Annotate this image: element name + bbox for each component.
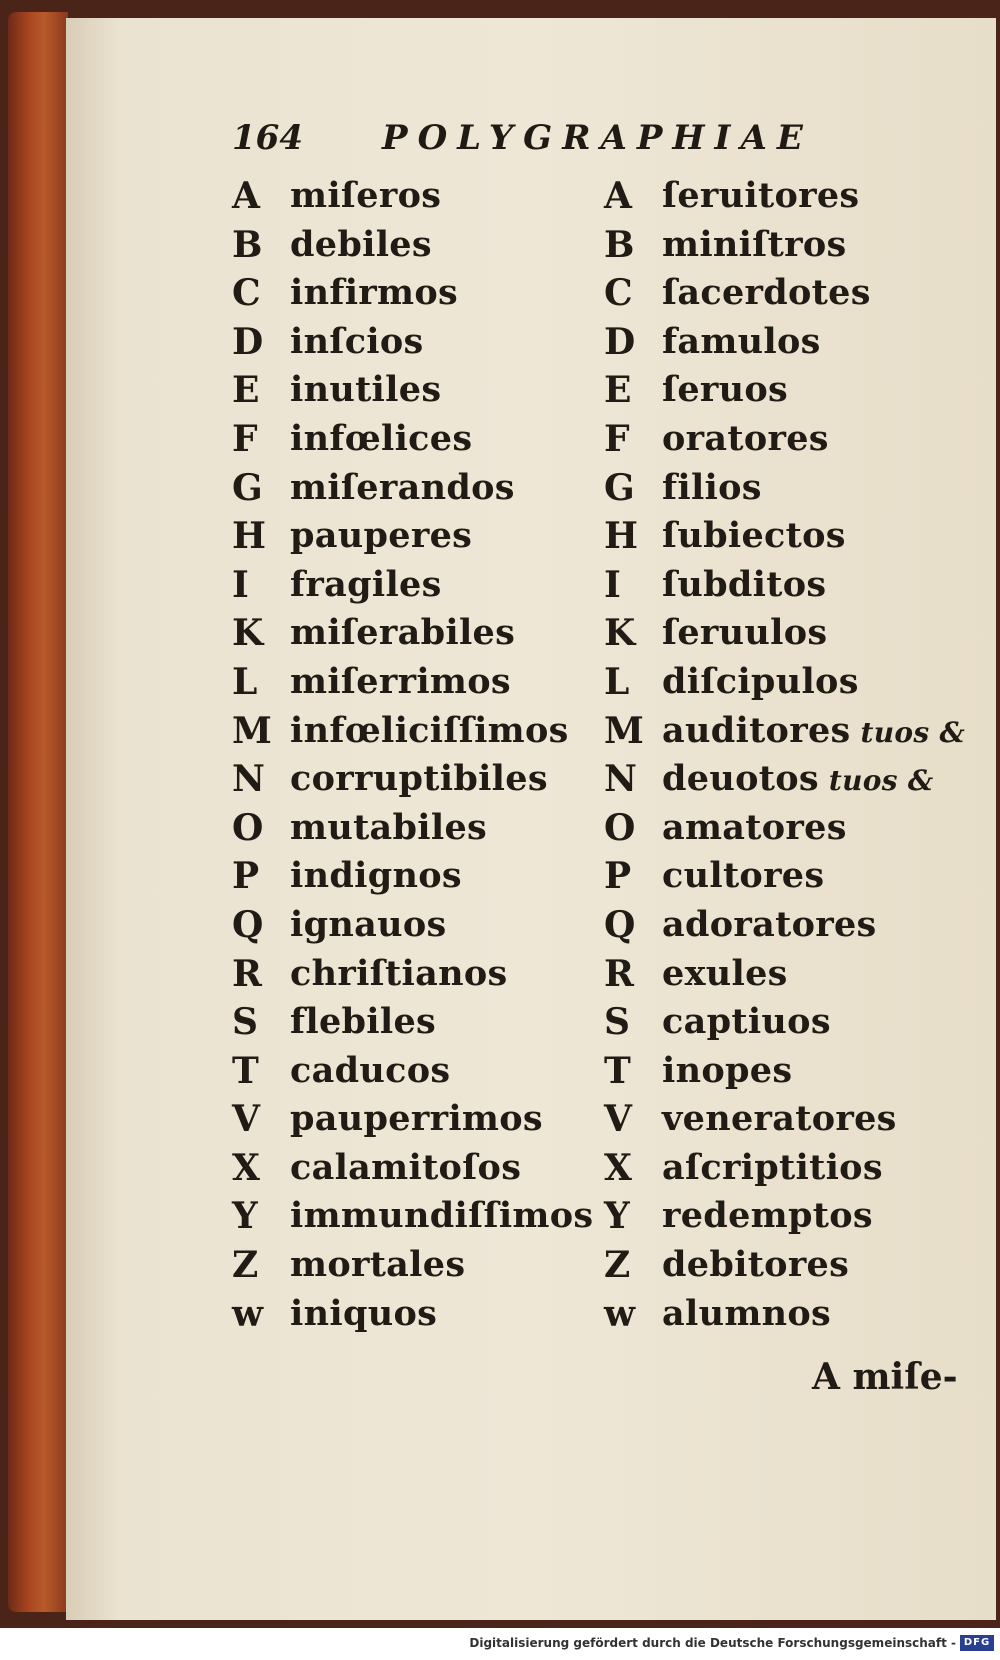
- cipher-word-text: mutabiles: [290, 806, 488, 848]
- cipher-word-text: infœliciſſimos: [290, 709, 569, 751]
- cipher-entry: [604, 804, 994, 853]
- cipher-letter: N: [604, 758, 637, 801]
- catchword: A miſe-: [812, 1356, 958, 1398]
- cipher-word: [290, 707, 569, 756]
- cipher-letter: L: [232, 660, 258, 703]
- cipher-letter: B: [604, 223, 635, 266]
- cipher-word: [662, 269, 871, 318]
- cipher-word-text: debiles: [290, 223, 432, 265]
- cipher-letter: A: [232, 175, 260, 217]
- cipher-word: [662, 804, 847, 853]
- cipher-entry: [232, 998, 632, 1047]
- cipher-word: [290, 901, 447, 950]
- cipher-entry: [604, 1241, 994, 1290]
- cipher-word-suffix: tuos &: [828, 764, 934, 798]
- cipher-letter: P: [232, 855, 260, 898]
- cipher-letter: w: [232, 1292, 263, 1335]
- cipher-word-text: ſeruulos: [662, 612, 828, 654]
- cipher-word-text: famulos: [662, 320, 821, 362]
- cipher-word-text: chriſtianos: [290, 952, 508, 994]
- cipher-entry: [604, 172, 994, 221]
- cipher-word-text: indignos: [290, 855, 462, 897]
- cipher-word: [290, 1192, 593, 1241]
- dfg-logo: DFG: [960, 1635, 994, 1651]
- cipher-word-text: diſcipulos: [662, 660, 859, 702]
- cipher-entry: [604, 415, 994, 464]
- cipher-entry: [232, 366, 632, 415]
- cipher-word: [662, 707, 965, 758]
- cipher-word-text: inutiles: [290, 369, 442, 411]
- cipher-entry: [232, 1241, 632, 1290]
- cipher-letter: V: [604, 1098, 632, 1141]
- cipher-word-text: oratores: [662, 417, 829, 459]
- cipher-entry: [232, 658, 632, 707]
- cipher-word: [662, 512, 846, 561]
- cipher-word: [662, 221, 847, 270]
- cipher-entry: [604, 1192, 994, 1241]
- cipher-letter: D: [604, 320, 636, 363]
- cipher-letter: Y: [232, 1195, 258, 1238]
- cipher-word: [290, 1290, 437, 1339]
- cipher-letter: M: [232, 709, 272, 752]
- cipher-word: [662, 561, 826, 610]
- cipher-word: [290, 609, 515, 658]
- cipher-entry: [604, 561, 994, 610]
- cipher-word-text: inſcios: [290, 320, 424, 362]
- cipher-word-text: redemptos: [662, 1195, 873, 1237]
- cipher-letter: E: [604, 369, 632, 412]
- cipher-letter: E: [232, 369, 260, 412]
- cipher-entry: [232, 755, 632, 804]
- cipher-word: [662, 1047, 792, 1096]
- cipher-letter: G: [604, 466, 635, 509]
- cipher-letter: w: [604, 1292, 635, 1335]
- cipher-word-text: amatores: [662, 806, 847, 848]
- cipher-word-text: immundiſſimos: [290, 1195, 594, 1237]
- cipher-word-text: auditores: [662, 709, 851, 751]
- cipher-letter: Q: [232, 903, 264, 946]
- cipher-word: [290, 221, 432, 270]
- cipher-word-text: pauperrimos: [290, 1098, 543, 1140]
- cipher-word: [662, 755, 933, 806]
- cipher-entry: [232, 901, 632, 950]
- cipher-word-text: captiuos: [662, 1001, 831, 1043]
- cipher-letter: M: [604, 709, 644, 752]
- cipher-letter: P: [604, 855, 632, 898]
- cipher-entry: [604, 707, 994, 756]
- cipher-word-text: ſeruos: [662, 369, 789, 411]
- cipher-word-text: ſacerdotes: [662, 272, 871, 314]
- cipher-entry: [232, 950, 632, 999]
- running-title: POLYGRAPHIAE: [382, 118, 813, 158]
- cipher-entry: [604, 269, 994, 318]
- cipher-letter: N: [232, 758, 265, 801]
- cipher-entry: [604, 512, 994, 561]
- cipher-word: [662, 1192, 873, 1241]
- cipher-word-text: mortales: [290, 1244, 466, 1286]
- cipher-word: [662, 464, 762, 513]
- digitization-footer: [0, 1628, 1000, 1660]
- cipher-entry: [604, 221, 994, 270]
- cipher-letter: C: [604, 272, 633, 315]
- cipher-letter: C: [232, 272, 261, 315]
- cipher-entry: [604, 366, 994, 415]
- cipher-letter: Q: [604, 903, 636, 946]
- cipher-word: [290, 415, 472, 464]
- cipher-word: [290, 998, 436, 1047]
- cipher-word: [662, 1095, 897, 1144]
- cipher-word: [662, 950, 788, 999]
- cipher-letter: D: [232, 320, 264, 363]
- left-cipher-column: [232, 172, 632, 1338]
- cipher-word-text: inopes: [662, 1049, 793, 1091]
- cipher-entry: [232, 707, 632, 756]
- cipher-word-text: filios: [662, 466, 762, 508]
- cipher-word-text: cultores: [662, 855, 825, 897]
- cipher-word-text: miſerandos: [290, 466, 515, 508]
- cipher-word: [662, 318, 821, 367]
- cipher-word: [290, 561, 442, 610]
- cipher-entry: [232, 1144, 632, 1193]
- cipher-word-text: corruptibiles: [290, 758, 548, 800]
- cipher-entry: [604, 755, 994, 804]
- cipher-letter: G: [232, 466, 263, 509]
- cipher-letter: H: [232, 515, 267, 558]
- cipher-word: [290, 755, 548, 804]
- cipher-entry: [232, 804, 632, 853]
- cipher-word-text: infirmos: [290, 272, 459, 314]
- cipher-entry: [232, 1192, 632, 1241]
- cipher-word: [290, 269, 458, 318]
- cipher-letter: F: [604, 417, 630, 460]
- cipher-word: [290, 852, 462, 901]
- cipher-letter: O: [232, 806, 264, 849]
- book-spine-edge: [8, 12, 68, 1612]
- cipher-entry: [604, 901, 994, 950]
- cipher-entry: [604, 852, 994, 901]
- cipher-word-text: pauperes: [290, 515, 473, 557]
- cipher-entry: [604, 950, 994, 999]
- cipher-entry: [232, 269, 632, 318]
- cipher-letter: I: [232, 563, 249, 606]
- cipher-word: [662, 415, 829, 464]
- cipher-word-text: fragiles: [290, 563, 442, 605]
- right-cipher-column: [604, 172, 994, 1338]
- cipher-entry: [232, 609, 632, 658]
- cipher-entry: [232, 1047, 632, 1096]
- cipher-entry: [232, 561, 632, 610]
- cipher-letter: T: [604, 1049, 631, 1092]
- cipher-entry: [604, 1095, 994, 1144]
- cipher-word: [662, 1144, 883, 1193]
- cipher-word-text: adoratores: [662, 903, 877, 945]
- cipher-word-text: ignauos: [290, 903, 447, 945]
- cipher-letter: X: [604, 1146, 632, 1189]
- cipher-word: [290, 512, 472, 561]
- cipher-letter: S: [604, 1001, 630, 1044]
- cipher-word-text: flebiles: [290, 1001, 437, 1043]
- cipher-letter: Z: [232, 1244, 259, 1287]
- cipher-letter: A: [604, 175, 632, 217]
- cipher-entry: [604, 609, 994, 658]
- cipher-word: [290, 366, 441, 415]
- cipher-entry: [604, 998, 994, 1047]
- cipher-letter: K: [232, 612, 264, 655]
- cipher-entry: [232, 1095, 632, 1144]
- cipher-word: [662, 852, 824, 901]
- cipher-word-text: exules: [662, 952, 788, 994]
- cipher-entry: [604, 1290, 994, 1339]
- cipher-entry: [232, 852, 632, 901]
- cipher-letter: H: [604, 515, 639, 558]
- cipher-word-text: aſcriptitios: [662, 1146, 883, 1188]
- cipher-letter: Z: [604, 1244, 631, 1287]
- cipher-letter: O: [604, 806, 636, 849]
- cipher-word: [290, 1095, 543, 1144]
- cipher-entry: [604, 318, 994, 367]
- cipher-letter: B: [232, 223, 263, 266]
- cipher-word-text: miſerabiles: [290, 612, 516, 654]
- cipher-letter: V: [232, 1098, 260, 1141]
- cipher-word: [662, 1290, 831, 1339]
- cipher-letter: S: [232, 1001, 258, 1044]
- cipher-word: [662, 1241, 849, 1290]
- cipher-word-text: veneratores: [662, 1098, 897, 1140]
- cipher-word: [662, 658, 859, 707]
- cipher-entry: [232, 318, 632, 367]
- cipher-entry: [232, 464, 632, 513]
- cipher-entry: [232, 1290, 632, 1339]
- cipher-word-text: infœlices: [290, 417, 473, 459]
- cipher-entry: [232, 221, 632, 270]
- cipher-word: [290, 464, 515, 513]
- cipher-letter: L: [604, 660, 630, 703]
- cipher-word-text: caducos: [290, 1049, 451, 1091]
- cipher-word: [290, 318, 424, 367]
- cipher-word: [662, 172, 859, 221]
- cipher-word-text: miſeros: [290, 175, 442, 216]
- cipher-word: [290, 804, 487, 853]
- page-header: [232, 118, 852, 168]
- cipher-word: [290, 1144, 521, 1193]
- cipher-letter: F: [232, 417, 258, 460]
- cipher-word-text: iniquos: [290, 1292, 438, 1334]
- cipher-entry: [604, 464, 994, 513]
- cipher-word-suffix: tuos &: [860, 715, 966, 749]
- cipher-word: [290, 172, 441, 221]
- cipher-word: [662, 609, 827, 658]
- page-number: 164: [232, 118, 303, 158]
- cipher-letter: I: [604, 563, 621, 606]
- cipher-entry: [604, 1144, 994, 1193]
- cipher-letter: R: [232, 952, 262, 995]
- cipher-word-text: ſubditos: [662, 563, 827, 605]
- cipher-word: [662, 901, 877, 950]
- funding-credit: Digitalisierung gefördert durch die Deutsche Forschungsgemeinschaft -: [469, 1636, 956, 1650]
- cipher-entry: [604, 658, 994, 707]
- cipher-word: [290, 658, 511, 707]
- cipher-word-text: alumnos: [662, 1292, 832, 1334]
- cipher-word-text: deuotos: [662, 758, 819, 800]
- cipher-entry: [604, 1047, 994, 1096]
- cipher-word: [290, 1047, 450, 1096]
- cipher-letter: X: [232, 1146, 260, 1189]
- cipher-word-text: calamitoſos: [290, 1146, 522, 1188]
- cipher-word: [290, 950, 508, 999]
- cipher-letter: Y: [604, 1195, 630, 1238]
- cipher-word-text: ſeruitores: [662, 175, 860, 216]
- cipher-entry: [232, 172, 632, 221]
- cipher-word: [662, 998, 831, 1047]
- cipher-word-text: ſubiectos: [662, 515, 846, 557]
- cipher-letter: K: [604, 612, 636, 655]
- cipher-word: [662, 366, 788, 415]
- cipher-word-text: miniſtros: [662, 223, 847, 265]
- cipher-word-text: debitores: [662, 1244, 850, 1286]
- cipher-letter: R: [604, 952, 634, 995]
- cipher-letter: T: [232, 1049, 259, 1092]
- cipher-entry: [232, 512, 632, 561]
- cipher-word-text: miſerrimos: [290, 660, 511, 702]
- cipher-entry: [232, 415, 632, 464]
- cipher-word: [290, 1241, 465, 1290]
